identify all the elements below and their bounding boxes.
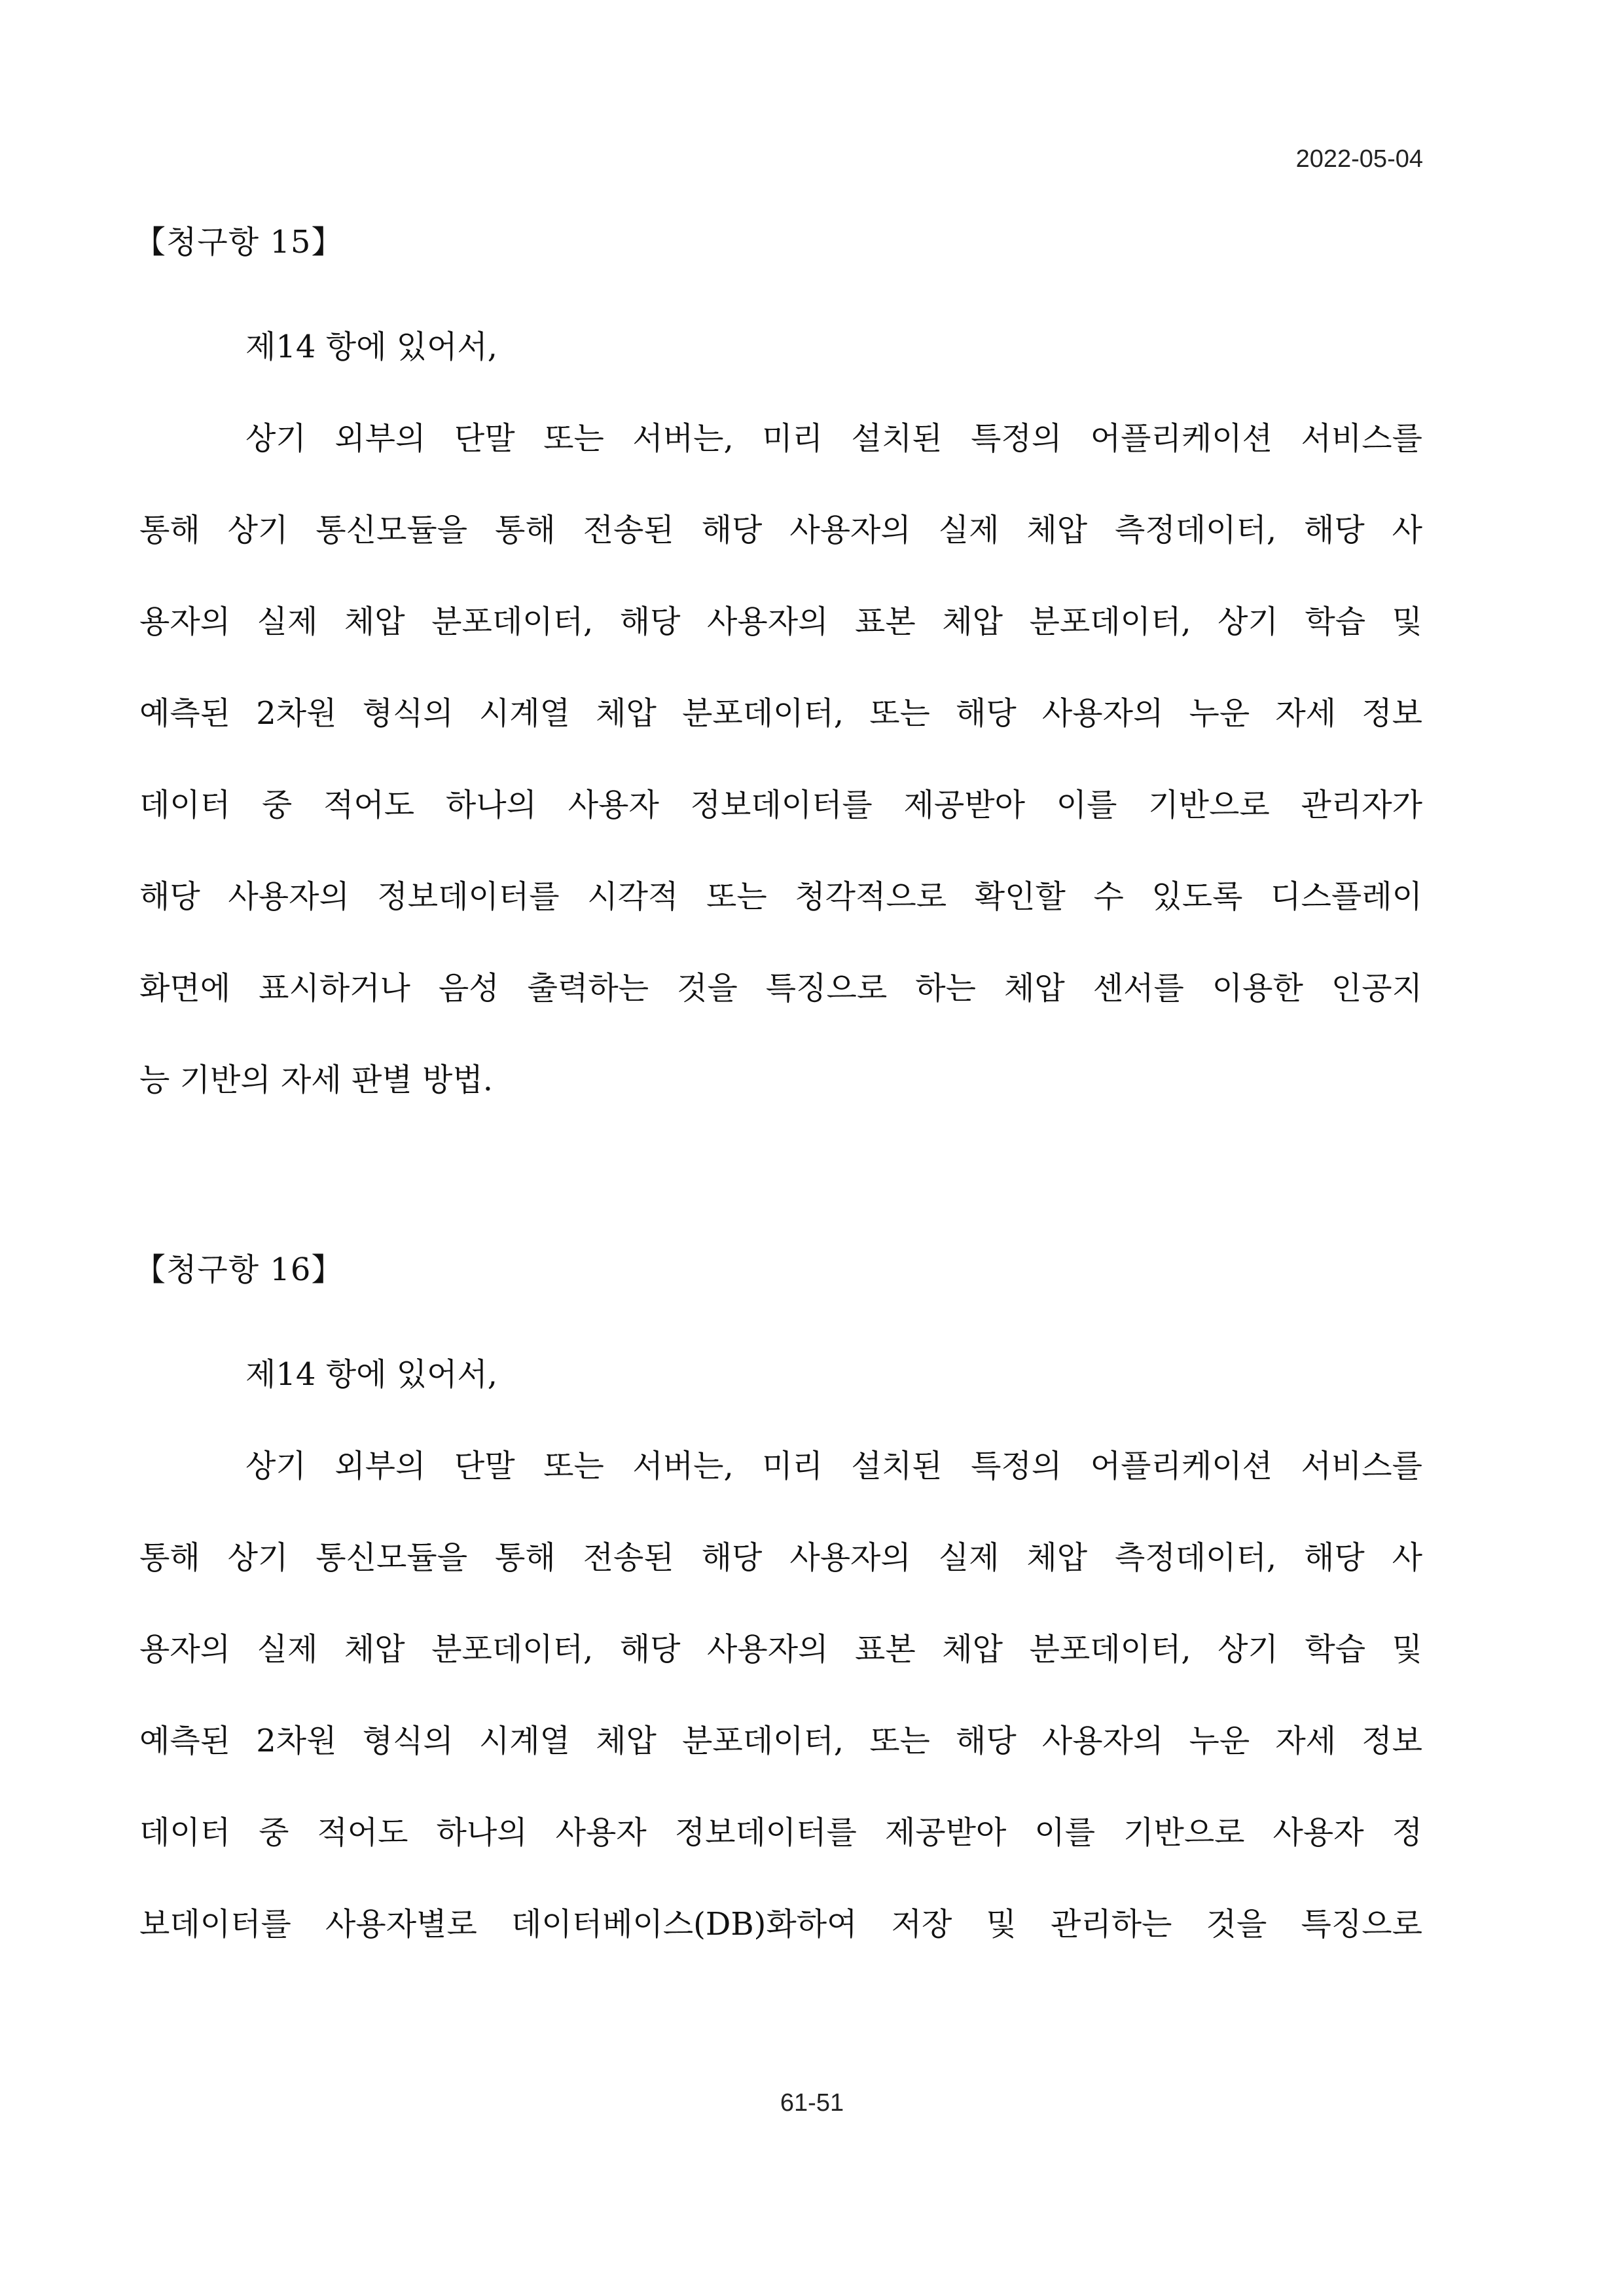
- claim-16-line-3: 용자의 실제 체압 분포데이터, 해당 사용자의 표본 체압 분포데이터, 상기 학습 및: [139, 1631, 1422, 1668]
- claim-15-line-5: 데이터 중 적어도 하나의 사용자 정보데이터를 제공받아 이를 기반으로 관리자가: [139, 787, 1422, 823]
- claim-16-line-5: 데이터 중 적어도 하나의 사용자 정보데이터를 제공받아 이를 기반으로 사용자 정: [139, 1814, 1422, 1851]
- page-number: 61-51: [780, 2089, 844, 2117]
- claim-15-line-7: 화면에 표시하거나 음성 출력하는 것을 특징으로 하는 체압 센서를 이용한 인공지: [139, 970, 1422, 1007]
- page-date: 2022-05-04: [1295, 145, 1423, 173]
- claim-16-line-6: 보데이터를 사용자별로 데이터베이스(DB)화하여 저장 및 관리하는 것을 특징으로: [139, 1906, 1422, 1943]
- claim-16-line-4: 예측된 2차원 형식의 시계열 체압 분포데이터, 또는 해당 사용자의 누운 자세 정보: [139, 1723, 1422, 1759]
- claim-15-line-3: 용자의 실제 체압 분포데이터, 해당 사용자의 표본 체압 분포데이터, 상기 학습 및: [139, 603, 1422, 640]
- claim-15-line-6: 해당 사용자의 정보데이터를 시각적 또는 청각적으로 확인할 수 있도록 디스플레이: [139, 878, 1422, 915]
- claim-15-heading: 【청구항 15】: [134, 224, 344, 260]
- claim-16-preamble: 제14 항에 있어서,: [245, 1356, 498, 1393]
- claim-15-preamble: 제14 항에 있어서,: [245, 329, 498, 365]
- claim-16-line-1: 상기 외부의 단말 또는 서버는, 미리 설치된 특정의 어플리케이션 서비스를: [245, 1448, 1422, 1484]
- claim-16-heading: 【청구항 16】: [134, 1251, 344, 1288]
- claim-15-line-2: 통해 상기 통신모듈을 통해 전송된 해당 사용자의 실제 체압 측정데이터, 해당 사: [139, 512, 1422, 548]
- claim-15-line-4: 예측된 2차원 형식의 시계열 체압 분포데이터, 또는 해당 사용자의 누운 자세 정보: [139, 695, 1422, 732]
- claim-15-line-1: 상기 외부의 단말 또는 서버는, 미리 설치된 특정의 어플리케이션 서비스를: [245, 420, 1422, 457]
- claim-16-line-2: 통해 상기 통신모듈을 통해 전송된 해당 사용자의 실제 체압 측정데이터, 해당 사: [139, 1539, 1422, 1576]
- claim-15-line-8: 능 기반의 자세 판별 방법.: [139, 1062, 493, 1098]
